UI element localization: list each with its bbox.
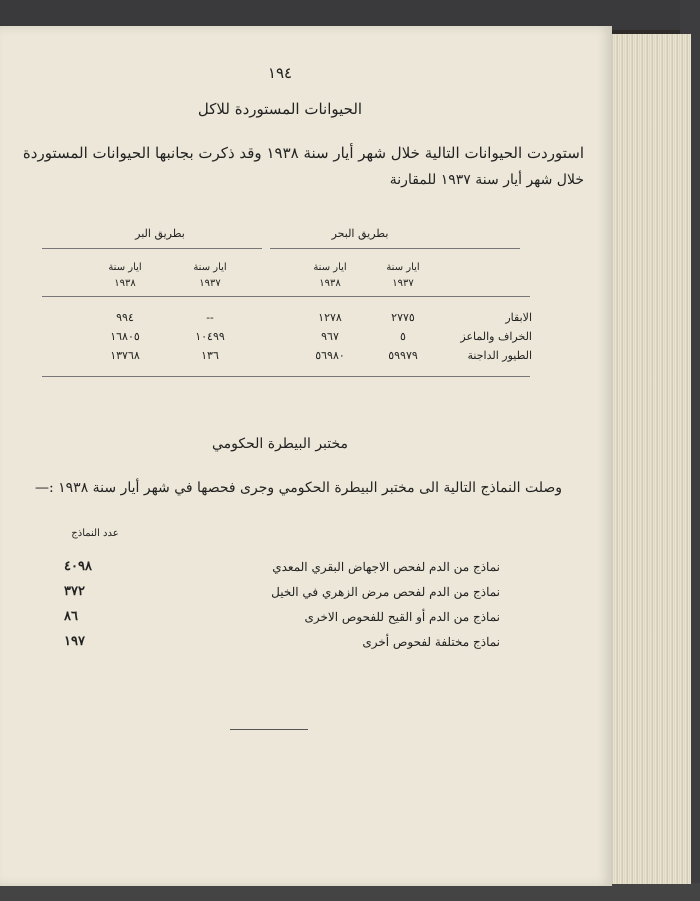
- table-cell: --: [206, 311, 214, 324]
- row-label-sheep-goats: الخراف والماعز: [460, 330, 532, 343]
- group-header-land: بطريق البر: [135, 227, 185, 240]
- table-cell: ١٦٨٠٥: [110, 330, 140, 343]
- row-label-poultry: الطيور الداجنة: [467, 349, 532, 362]
- sample-count: ١٩٧: [64, 634, 85, 649]
- table-cell: ٢٧٧٥: [391, 311, 415, 324]
- section-title-veterinary-lab: مختبر البيطرة الحكومي: [211, 436, 349, 452]
- table-cell: ٩٦٧: [321, 330, 339, 343]
- table-cell: ١٠٤٩٩: [195, 330, 225, 343]
- sample-label: نماذج من الدم أو القيح للفحوص الاخرى: [304, 610, 500, 624]
- intro-line-2: خلال شهر أيار سنة ١٩٣٧ للمقارنة: [389, 172, 584, 188]
- column-header-year: ١٩٣٧: [199, 278, 221, 289]
- table-cell: ٥٦٩٨٠: [315, 349, 345, 362]
- count-column-header: عدد النماذج: [71, 528, 119, 539]
- sample-count: ٤٠٩٨: [64, 559, 92, 574]
- end-rule: [230, 729, 308, 730]
- lab-intro: وصلت النماذج التالية الى مختبر البيطرة الحكومي وجرى فحصها في شهر أيار سنة ١٩٣٨ :—: [34, 480, 562, 496]
- table-bottom-rule: [42, 376, 530, 377]
- column-header-year: ١٩٣٨: [114, 278, 136, 289]
- group-header-sea: بطريق البحر: [331, 227, 389, 240]
- row-label-cattle: الابقار: [505, 311, 532, 324]
- group-rule-land: [42, 248, 262, 249]
- sample-label: نماذج مختلفة لفحوص أخرى: [362, 635, 500, 649]
- group-rule-sea: [270, 248, 520, 249]
- document-page: [0, 26, 612, 886]
- intro-line-1: استوردت الحيوانات التالية خلال شهر أيار سنة ١٩٣٨ وقد ذكرت بجانبها الحيوانات المستوردة: [22, 144, 584, 162]
- section-title-imported-animals: الحيوانات المستوردة للاكل: [197, 100, 363, 118]
- page-number: ١٩٤: [267, 64, 293, 82]
- page-edges: [608, 34, 691, 884]
- table-cell: ٥: [400, 330, 406, 343]
- table-cell: ١٣٧٦٨: [110, 349, 140, 362]
- table-header-rule: [42, 296, 530, 297]
- sample-count: ٨٦: [64, 609, 78, 624]
- column-header-year: ١٩٣٧: [392, 278, 414, 289]
- column-header-label: ايار سنة: [193, 262, 227, 273]
- table-cell: ٥٩٩٧٩: [388, 349, 418, 362]
- table-cell: ١٢٧٨: [318, 311, 342, 324]
- sample-count: ٣٧٢: [64, 584, 85, 599]
- column-header-label: ايار سنة: [313, 262, 347, 273]
- column-header-year: ١٩٣٨: [319, 278, 341, 289]
- sample-label: نماذج من الدم لفحص الاجهاض البقري المعدي: [272, 560, 500, 574]
- table-cell: ١٣٦: [201, 349, 219, 362]
- table-cell: ٩٩٤: [116, 311, 134, 324]
- column-header-label: ايار سنة: [108, 262, 142, 273]
- column-header-label: ايار سنة: [386, 262, 420, 273]
- sample-label: نماذج من الدم لفحص مرض الزهري في الخيل: [271, 585, 500, 599]
